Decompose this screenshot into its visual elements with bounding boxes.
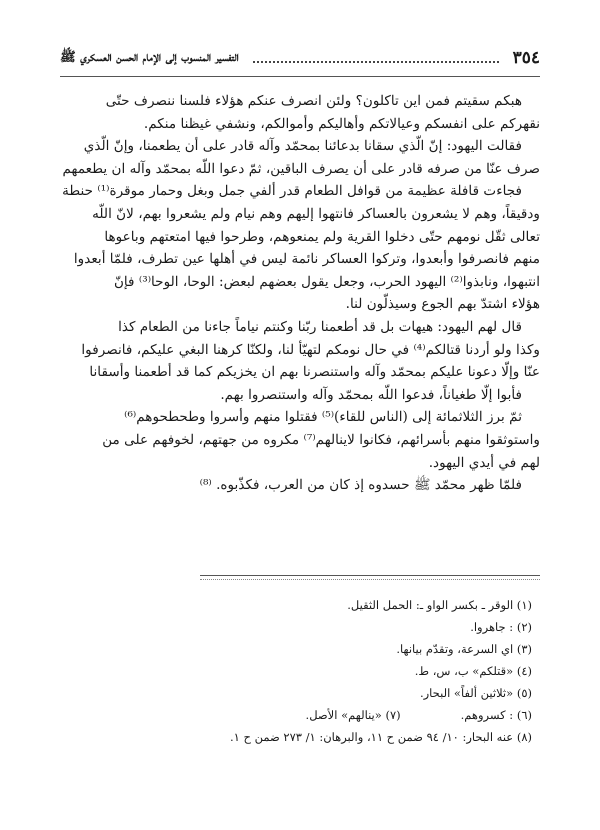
text-line: وكذا ولو أردنا قتالكم⁽⁴⁾ في حال نومكم لتهيّأ لنا، ولكنّا كرهنا البغي عليكم، فانصرفوا — [81, 341, 540, 358]
text-line: عنّا وإلّا دعونا عليكم بمحمّد وآله واستنصرنا بهم ان يخزيكم كما قد أطعمنا وأسقانا — [89, 364, 540, 381]
footnotes — [70, 594, 532, 748]
running-title: التفسير المنسوب إلى الإمام الحسن العسكري ﷺ — [60, 49, 239, 65]
text-line: هبكم سقيتم فمن اين تاكلون؟ ولئن انصرف عنكم هؤلاء فلسنا ننصرف حتّى — [105, 93, 522, 109]
text-line: ودقيقاً، وهم لا يشعرون بالعساكر فانتهوا إليهم وهم نيام ولم يشعروا بهم، لانّ اللّه — [92, 205, 540, 222]
footnote-divider — [200, 575, 540, 576]
footnote-text: (٢) : جاهروا. — [470, 620, 532, 634]
text-line: قال لهم اليهود: هيهات بل قد أطعمنا ربّنا وكنتم نياماً جاءنا من الطعام كذا — [118, 318, 522, 335]
footnote-text: (٥) «ثلاثين ألفاً» البحار. — [419, 686, 532, 700]
text-line: فأبوا إلّا طغياناً، فدعوا اللّه بمحمّد وآله واستنصروا بهم. — [220, 386, 522, 403]
header-divider — [60, 76, 540, 77]
footnote-text: (٧) «ينالهم» الأصل. — [305, 708, 401, 722]
page-header — [60, 46, 540, 70]
text-line: انتبهوا، ونابذوا⁽²⁾ اليهود الحرب، وجعل يقول بعضهم لبعض: الوحا، الوحا⁽³⁾ فإنّ — [113, 273, 540, 290]
footnote-text: (٦) : كسروهم. — [460, 708, 532, 722]
footnote-text: (٨) عنه البحار: ١٠/ ٩٤ ضمن ح ١١، والبرهان: ١/ ٢٧٣ ضمن ح ١. — [230, 730, 532, 744]
text-line: واستوثقوا منهم بأسرائهم، فكانوا لاينالهم⁽⁷⁾ مكروه من جهتهم، لخوفهم على من — [102, 431, 540, 448]
text-line: منهم فانصرفوا وأبعدوا، وتركوا العساكر نائمة ليس في أهلها عين تطرف، فلمّا أبعدوا — [73, 251, 540, 268]
header-dotted-leader — [253, 53, 499, 63]
footnote-row — [70, 726, 532, 748]
footnote-row — [70, 660, 532, 682]
footnote-text: (٣) اي السرعة، وتقدّم بيانها. — [396, 642, 532, 656]
text-line: صرف عنّا من صرفه قادر على أن يصرف الباقين، ثمّ دعوا اللّه بمحمّد وآله ان يطعمهم — [62, 160, 540, 177]
footnote-row — [70, 594, 532, 616]
footnote-row — [70, 638, 532, 660]
footnote-text: (٤) «قتلكم» ب، س، ط. — [414, 664, 532, 678]
text-line: هؤلاء اشتدّ بهم الجوع وسيذلّون لنا. — [345, 296, 540, 313]
page-number: ٣٥٤ — [512, 48, 540, 68]
footnote-row — [70, 616, 532, 638]
main-text — [56, 90, 540, 497]
text-line: لهم في أيدي اليهود. — [428, 454, 540, 471]
text-line: فجاءت قافلة عظيمة من قوافل الطعام قدر ألفي جمل وبغل وحمار موقرة⁽¹⁾ حنطة — [62, 183, 522, 200]
footnote-row — [70, 704, 532, 726]
text-line: فلمّا ظهر محمّد ﷺ حسدوه إذ كان من العرب، فكذّبوه. ⁽⁸⁾ — [199, 477, 522, 494]
text-line: تعالى ثقّل نومهم حتّى دخلوا القرية ولم يمنعوهم، وطرحوا فيها امتعتهم وباعوها — [104, 228, 540, 245]
footnote-text: (١) الوقر ـ بكسر الواو ـ: الحمل الثقيل. — [347, 598, 532, 612]
text-line: ثمّ برز الثلاثمائة إلى (الناس للقاء)⁽⁵⁾ فقتلوا منهم وأسروا وطحطحوهم⁽⁶⁾ — [124, 409, 522, 426]
text-line: فقالت اليهود: إنّ الّذي سقانا بدعائنا بمحمّد وآله قادر على أن يطعمنا، وإنّ الّذي — [83, 138, 522, 155]
footnote-row — [70, 682, 532, 704]
text-line: نقهركم على انفسكم وعيالاتكم وأهاليكم وأموالكم، ونشفي غيظنا منكم. — [143, 115, 540, 132]
footnote-divider-dotted — [200, 579, 540, 580]
